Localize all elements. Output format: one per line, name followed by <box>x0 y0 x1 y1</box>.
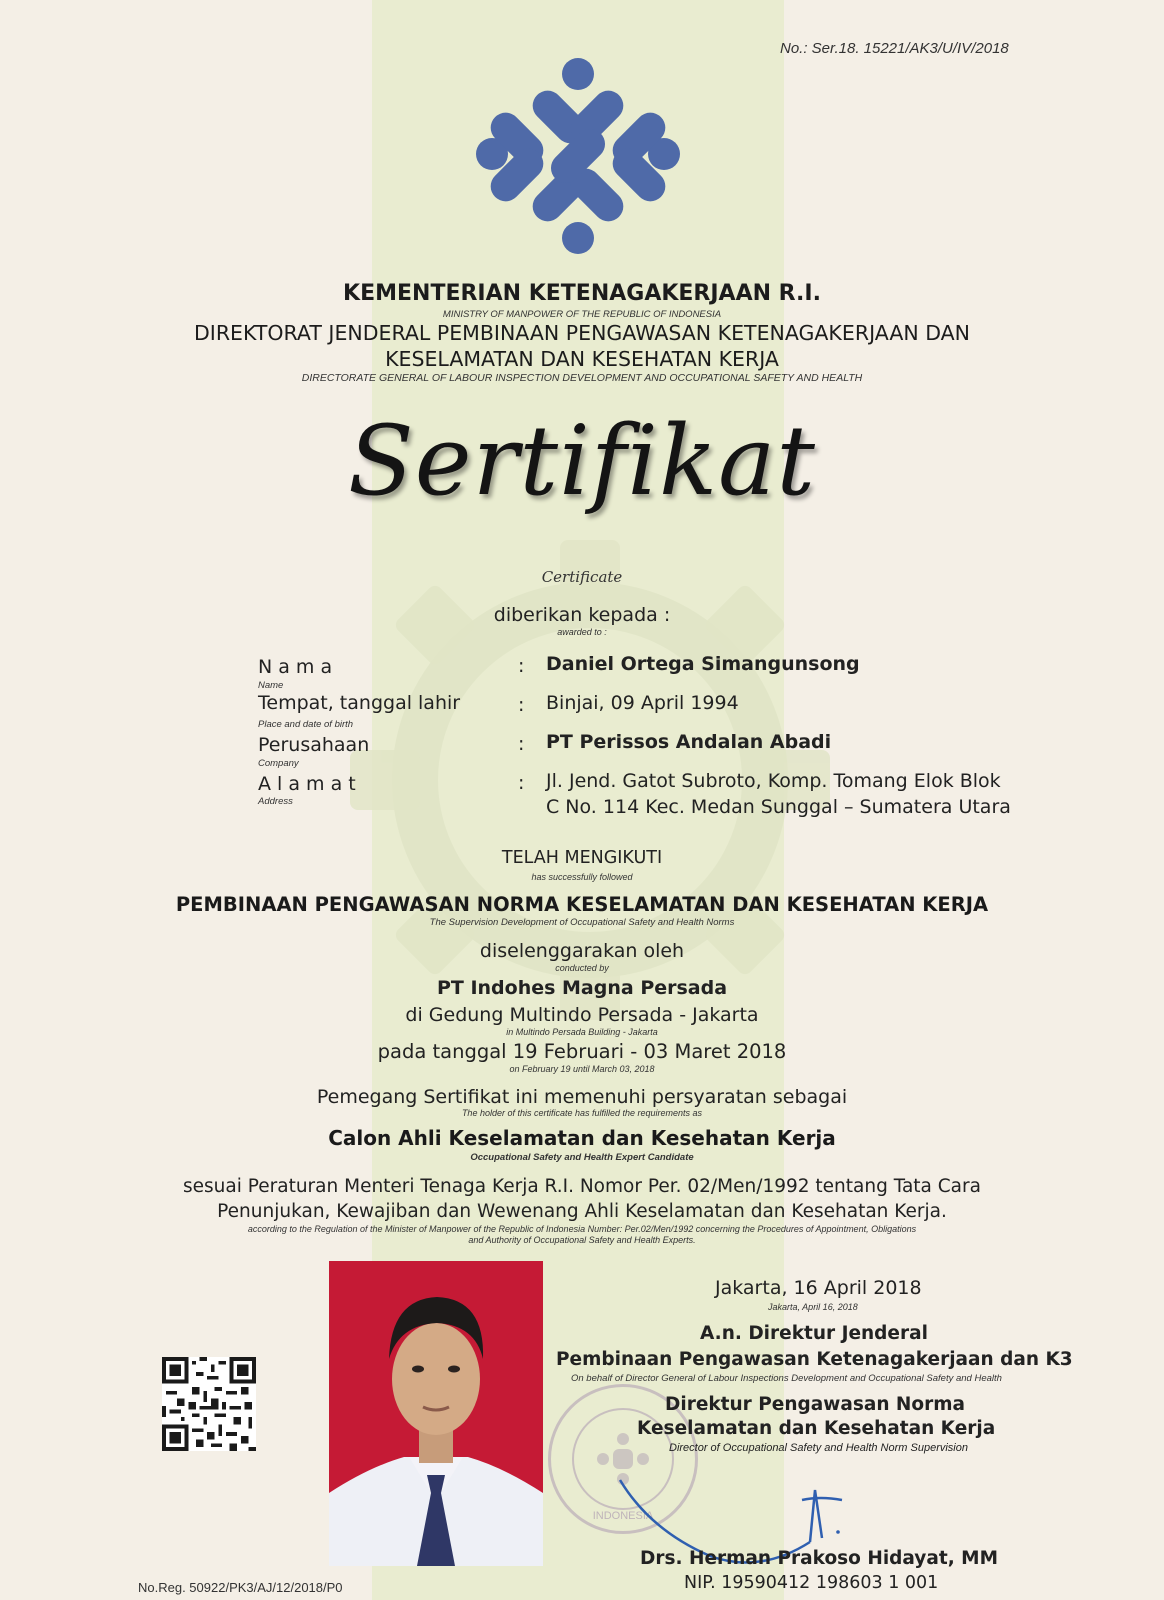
signatory-on-behalf: A.n. Direktur Jenderal <box>700 1323 928 1344</box>
field-value-address-line1: Jl. Jend. Gatot Subroto, Komp. Tomang Elok Blok <box>546 770 1001 792</box>
qr-code <box>162 1357 256 1451</box>
signatory-nip: NIP. 19590412 198603 1 001 <box>684 1573 939 1593</box>
holder-text: Pemegang Sertifikat ini memenuhi persyaratan sebagai <box>316 1086 848 1108</box>
stamp-text: INDONESIA <box>592 1510 654 1522</box>
signatory-name: Drs. Herman Prakoso Hidayat, MM <box>640 1548 998 1569</box>
regulation-line2: Penunjukan, Kewajiban dan Wewenang Ahli Keselamatan dan Kesehatan Kerja. <box>217 1201 947 1222</box>
directorate-line2: KESELAMATAN DAN KESEHATAN KERJA <box>385 347 779 371</box>
regulation-line1: sesuai Peraturan Menteri Tenaga Kerja R.I. Nomor Per. 02/Men/1992 tentang Tata Cara <box>183 1176 981 1197</box>
awarded-label-en: awarded to : <box>557 627 607 637</box>
regulation-en-line2: and Authority of Occupational Safety and Health Experts. <box>468 1235 696 1245</box>
followed-label-en: has successfully followed <box>531 872 633 882</box>
holder-photo <box>329 1261 543 1566</box>
field-label-name-en: Name <box>258 680 284 691</box>
followed-label: TELAH MENGIKUTI <box>501 848 663 868</box>
field-label-address-en: Address <box>258 796 293 807</box>
conducted-org: PT Indohes Magna Persada <box>436 977 728 999</box>
holder-text-en: The holder of this certificate has fulfilled the requirements as <box>461 1108 703 1118</box>
conducted-label-en: conducted by <box>555 963 609 973</box>
field-label-company: Perusahaan <box>258 734 370 756</box>
certificate-title: Sertifikat <box>348 405 816 517</box>
field-colon: : <box>518 655 525 677</box>
field-value-address-line2: C No. 114 Kec. Medan Sunggal – Sumatera Utara <box>546 796 1011 818</box>
signatory-title-en: Director of Occupational Safety and Health Norm Supervision <box>669 1442 968 1454</box>
qualification-name: Calon Ahli Keselamatan dan Kesehatan Kerja <box>328 1126 836 1150</box>
signatory-title-line2: Keselamatan dan Kesehatan Kerja <box>637 1418 996 1439</box>
serial-number: No.: Ser.18. 15221/AK3/U/IV/2018 <box>780 40 1009 57</box>
field-value-birth: Binjai, 09 April 1994 <box>546 692 739 714</box>
course-dates-en: on February 19 until March 03, 2018 <box>509 1064 655 1074</box>
ministry-logo-icon <box>474 56 684 256</box>
registration-number: No.Reg. 50922/PK3/AJ/12/2018/P0 <box>138 1580 343 1595</box>
place-date: Jakarta, 16 April 2018 <box>715 1277 922 1299</box>
field-label-birth-en: Place and date of birth <box>258 719 354 730</box>
field-colon: : <box>518 772 525 794</box>
certificate-title-en: Certificate <box>541 568 623 586</box>
program-name: PEMBINAAN PENGAWASAN NORMA KESELAMATAN DAN KESEHATAN KERJA <box>175 893 989 916</box>
directorate-line1: DIREKTORAT JENDERAL PEMBINAAN PENGAWASAN KETENAGAKERJAAN DAN <box>193 321 971 345</box>
signatory-directorate: Pembinaan Pengawasan Ketenagakerjaan dan K3 <box>556 1349 1073 1370</box>
venue-en: in Multindo Persada Building - Jakarta <box>506 1027 658 1037</box>
signatory-on-behalf-en: On behalf of Director General of Labour Inspections Development and Occupational Safety and Health <box>571 1373 1002 1384</box>
course-dates: pada tanggal 19 Februari - 03 Maret 2018 <box>377 1040 787 1063</box>
place-date-en: Jakarta, April 16, 2018 <box>768 1302 858 1312</box>
field-label-company-en: Company <box>258 758 299 769</box>
field-label-address: A l a m a t <box>258 773 356 795</box>
field-label-name: N a m a <box>258 656 333 678</box>
field-value-company: PT Perissos Andalan Abadi <box>546 731 832 753</box>
directorate-en: DIRECTORATE GENERAL OF LABOUR INSPECTION DEVELOPMENT AND OCCUPATIONAL SAFETY AND HEALTH <box>301 372 863 384</box>
field-colon: : <box>518 694 525 716</box>
venue: di Gedung Multindo Persada - Jakarta <box>405 1004 759 1026</box>
field-label-birth: Tempat, tanggal lahir <box>258 692 461 714</box>
ministry-name: KEMENTERIAN KETENAGAKERJAAN R.I. <box>343 281 821 306</box>
ministry-name-en: MINISTRY OF MANPOWER OF THE REPUBLIC OF INDONESIA <box>442 309 722 320</box>
conducted-label: diselenggarakan oleh <box>479 940 685 962</box>
program-name-en: The Supervision Development of Occupational Safety and Health Norms <box>429 917 735 928</box>
field-value-name: Daniel Ortega Simangunsong <box>546 653 860 675</box>
qualification-name-en: Occupational Safety and Health Expert Candidate <box>470 1152 694 1163</box>
regulation-en-line1: according to the Regulation of the Minister of Manpower of the Republic of Indonesia Number: Per.02/Men/1992 concerning the Procedures of Appointment, Obligations <box>247 1224 917 1234</box>
signatory-title-line1: Direktur Pengawasan Norma <box>665 1394 966 1415</box>
awarded-label: diberikan kepada : <box>493 604 671 626</box>
field-colon: : <box>518 733 525 755</box>
